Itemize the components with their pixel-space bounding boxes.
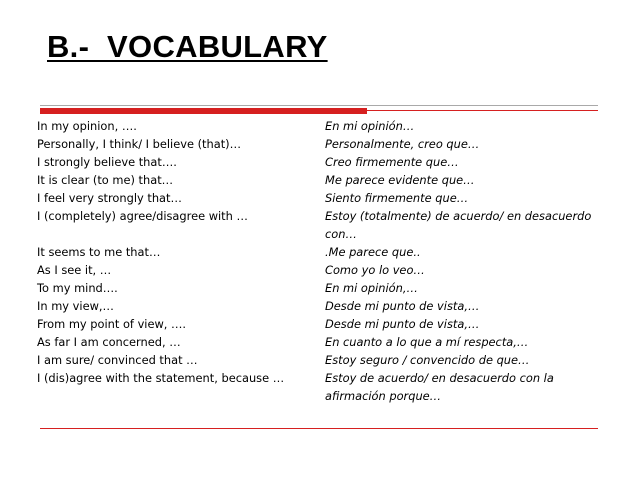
english-phrase: It seems to me that… <box>37 245 161 259</box>
table-row <box>37 333 607 351</box>
vocabulary-table <box>37 117 607 405</box>
table-row <box>37 117 607 135</box>
table-row <box>37 171 607 189</box>
spanish-phrase: Como yo lo veo… <box>325 263 425 277</box>
spanish-phrase: Siento firmemente que… <box>325 191 469 205</box>
slide-title: B.- VOCABULARY <box>47 29 328 64</box>
spanish-phrase: Estoy (totalmente) de acuerdo/ en desacuerdo con… <box>325 209 592 241</box>
english-phrase: I (completely) agree/disagree with … <box>37 209 248 223</box>
table-row <box>37 279 607 297</box>
english-phrase: It is clear (to me) that… <box>37 173 174 187</box>
english-phrase: From my point of view, …. <box>37 317 187 331</box>
table-row <box>37 261 607 279</box>
header-divider-red-thin <box>367 110 598 111</box>
table-row <box>37 243 607 261</box>
english-phrase: In my opinion, …. <box>37 119 137 133</box>
english-phrase: Personally, I think/ I believe (that)… <box>37 137 242 151</box>
english-phrase: As I see it, … <box>37 263 112 277</box>
header-divider-gray <box>40 105 598 106</box>
spanish-phrase: Desde mi punto de vista,… <box>325 299 480 313</box>
header-divider-red-thick <box>40 108 367 114</box>
english-phrase: In my view,… <box>37 299 114 313</box>
table-row <box>37 369 607 405</box>
spanish-phrase: Estoy de acuerdo/ en desacuerdo con la afirmación porque… <box>325 371 554 403</box>
table-row <box>37 351 607 369</box>
spanish-phrase: .Me parece que.. <box>325 245 421 259</box>
spanish-phrase: En mi opinión… <box>325 119 415 133</box>
spanish-phrase: En mi opinión,… <box>325 281 418 295</box>
spanish-phrase: Me parece evidente que… <box>325 173 475 187</box>
english-phrase: I am sure/ convinced that … <box>37 353 198 367</box>
footer-divider-red <box>40 428 598 429</box>
table-row <box>37 189 607 207</box>
table-row <box>37 207 607 243</box>
spanish-phrase: Creo firmemente que… <box>325 155 459 169</box>
table-row <box>37 135 607 153</box>
spanish-phrase: Personalmente, creo que… <box>325 137 480 151</box>
spanish-phrase: Estoy seguro / convencido de que… <box>325 353 530 367</box>
english-phrase: I feel very strongly that… <box>37 191 182 205</box>
english-phrase: As far I am concerned, … <box>37 335 181 349</box>
english-phrase: To my mind…. <box>37 281 118 295</box>
spanish-phrase: Desde mi punto de vista,… <box>325 317 480 331</box>
english-phrase: I strongly believe that…. <box>37 155 177 169</box>
spanish-phrase: En cuanto a lo que a mí respecta,… <box>325 335 529 349</box>
english-phrase: I (dis)agree with the statement, because … <box>37 371 285 385</box>
table-row <box>37 297 607 315</box>
table-row <box>37 315 607 333</box>
table-row <box>37 153 607 171</box>
